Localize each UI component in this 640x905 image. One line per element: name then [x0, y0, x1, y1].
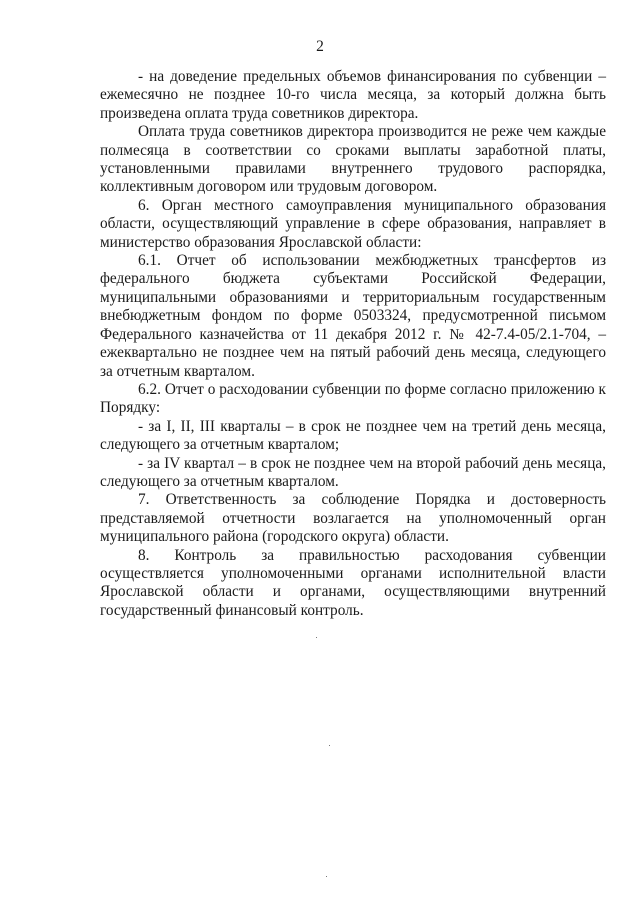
paragraph-item-6: 6. Орган местного самоуправления муниципального образования области, осуществляющий управление в сфере образования, направляет в министерство образования Ярославской области: [100, 196, 606, 251]
paragraph-funding-deadline: - на доведение предельных объемов финансирования по субвенции – ежемесячно не позднее 10-го числа месяца, за который должна быть произведена оплата труда советников директора. [100, 68, 606, 122]
paragraph-quarters-1-3: - за I, II, III кварталы – в срок не позднее чем на третий день месяца, следующего за отчетным кварталом; [100, 417, 606, 454]
page-number: 2 [316, 38, 324, 55]
paragraph-item-6-1: 6.1. Отчет об использовании межбюджетных трансфертов из федерального бюджета субъектами Российской Федерации, муниципальными образованиями и территориальным государственным внебюджетным фондом по форме 0503324, предусмотренной письмом Федерального казначейства от 11 декабря 2012 г. № 42-7.4-05/2.1-704, – ежеквартально не позднее чем на пятый рабочий день месяца, следующего за отчетным кварталом. [100, 252, 606, 380]
paragraph-quarter-4: - за IV квартал – в срок не позднее чем на второй рабочий день месяца, следующего за отчетным кварталом. [100, 454, 606, 490]
paragraph-salary-payment: Оплата труда советников директора производится не реже чем каждые полмесяца в соответствии со сроками выплаты заработной платы, установленными правилами внутреннего трудового распорядка, коллективным договором или трудовым договором. [100, 123, 606, 196]
paragraph-item-7: 7. Ответственность за соблюдение Порядка и достоверность представляемой отчетности возлагается на уполномоченный орган муниципального района (городского округа) области. [100, 491, 606, 546]
paragraph-item-6-2: 6.2. Отчет о расходовании субвенции по форме согласно приложению к Порядку: [100, 380, 606, 417]
scan-speck [316, 637, 317, 638]
paragraph-item-8: 8. Контроль за правильностью расходования субвенции осуществляется уполномоченными органами исполнительной власти Ярославской области и органами, осуществляющими внутренний государственный финансовый контроль. [100, 546, 606, 619]
scan-speck [326, 876, 327, 877]
document-body [100, 68, 606, 620]
scan-speck [329, 745, 330, 746]
